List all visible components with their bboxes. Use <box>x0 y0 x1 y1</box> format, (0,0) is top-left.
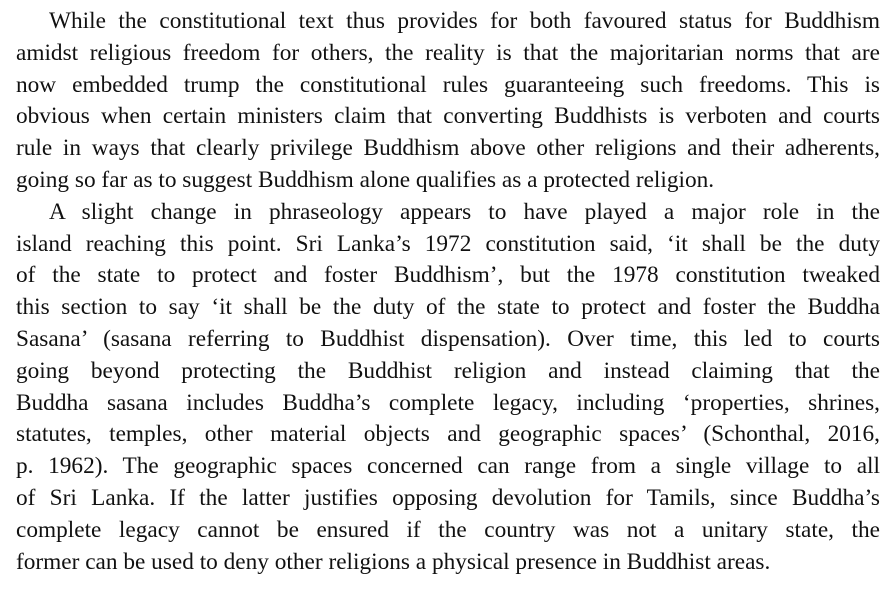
text-line: former can be used to deny other religions a physical presence in Buddhist areas. <box>16 548 771 575</box>
text-line: obvious when certain ministers claim that converting Buddhists is verboten and courts <box>16 103 880 130</box>
text-line: of Sri Lanka. If the latter justifies opposing devolution for Tamils, since Buddha’s <box>16 484 880 511</box>
text-line: While the constitutional text thus provides for both favoured status for Buddhism <box>49 8 880 34</box>
text-line: A slight change in phraseology appears to have played a major role in the <box>49 198 880 225</box>
paragraph-2 <box>16 197 880 579</box>
text-line: now embedded trump the constitutional rules guaranteeing such freedoms. This is <box>16 71 880 98</box>
text-line: Buddha sasana includes Buddha’s complete legacy, including ‘properties, shrines, <box>16 389 880 416</box>
text-line: rule in ways that clearly privilege Buddhism above other religions and their adherents, <box>16 135 880 162</box>
text-line: island reaching this point. Sri Lanka’s 1972 constitution said, ‘it shall be the duty <box>16 230 880 257</box>
text-line: going so far as to suggest Buddhism alone qualifies as a protected religion. <box>16 166 715 193</box>
text-line: going beyond protecting the Buddhist religion and instead claiming that the <box>16 357 880 384</box>
text-line: statutes, temples, other material objects and geographic spaces’ (Schonthal, 2016, <box>16 421 880 448</box>
paragraph-1 <box>16 6 880 197</box>
text-line: complete legacy cannot be ensured if the country was not a unitary state, the <box>16 516 880 543</box>
text-line: Sasana’ (sasana referring to Buddhist dispensation). Over time, this led to courts <box>16 325 880 352</box>
text-line: p. 1962). The geographic spaces concerned can range from a single village to all <box>16 453 880 480</box>
text-line: amidst religious freedom for others, the reality is that the majoritarian norms that are <box>16 39 880 66</box>
text-line: this section to say ‘it shall be the duty of the state to protect and foster the Buddha <box>16 294 880 321</box>
text-line: of the state to protect and foster Buddhism’, but the 1978 constitution tweaked <box>16 262 880 289</box>
